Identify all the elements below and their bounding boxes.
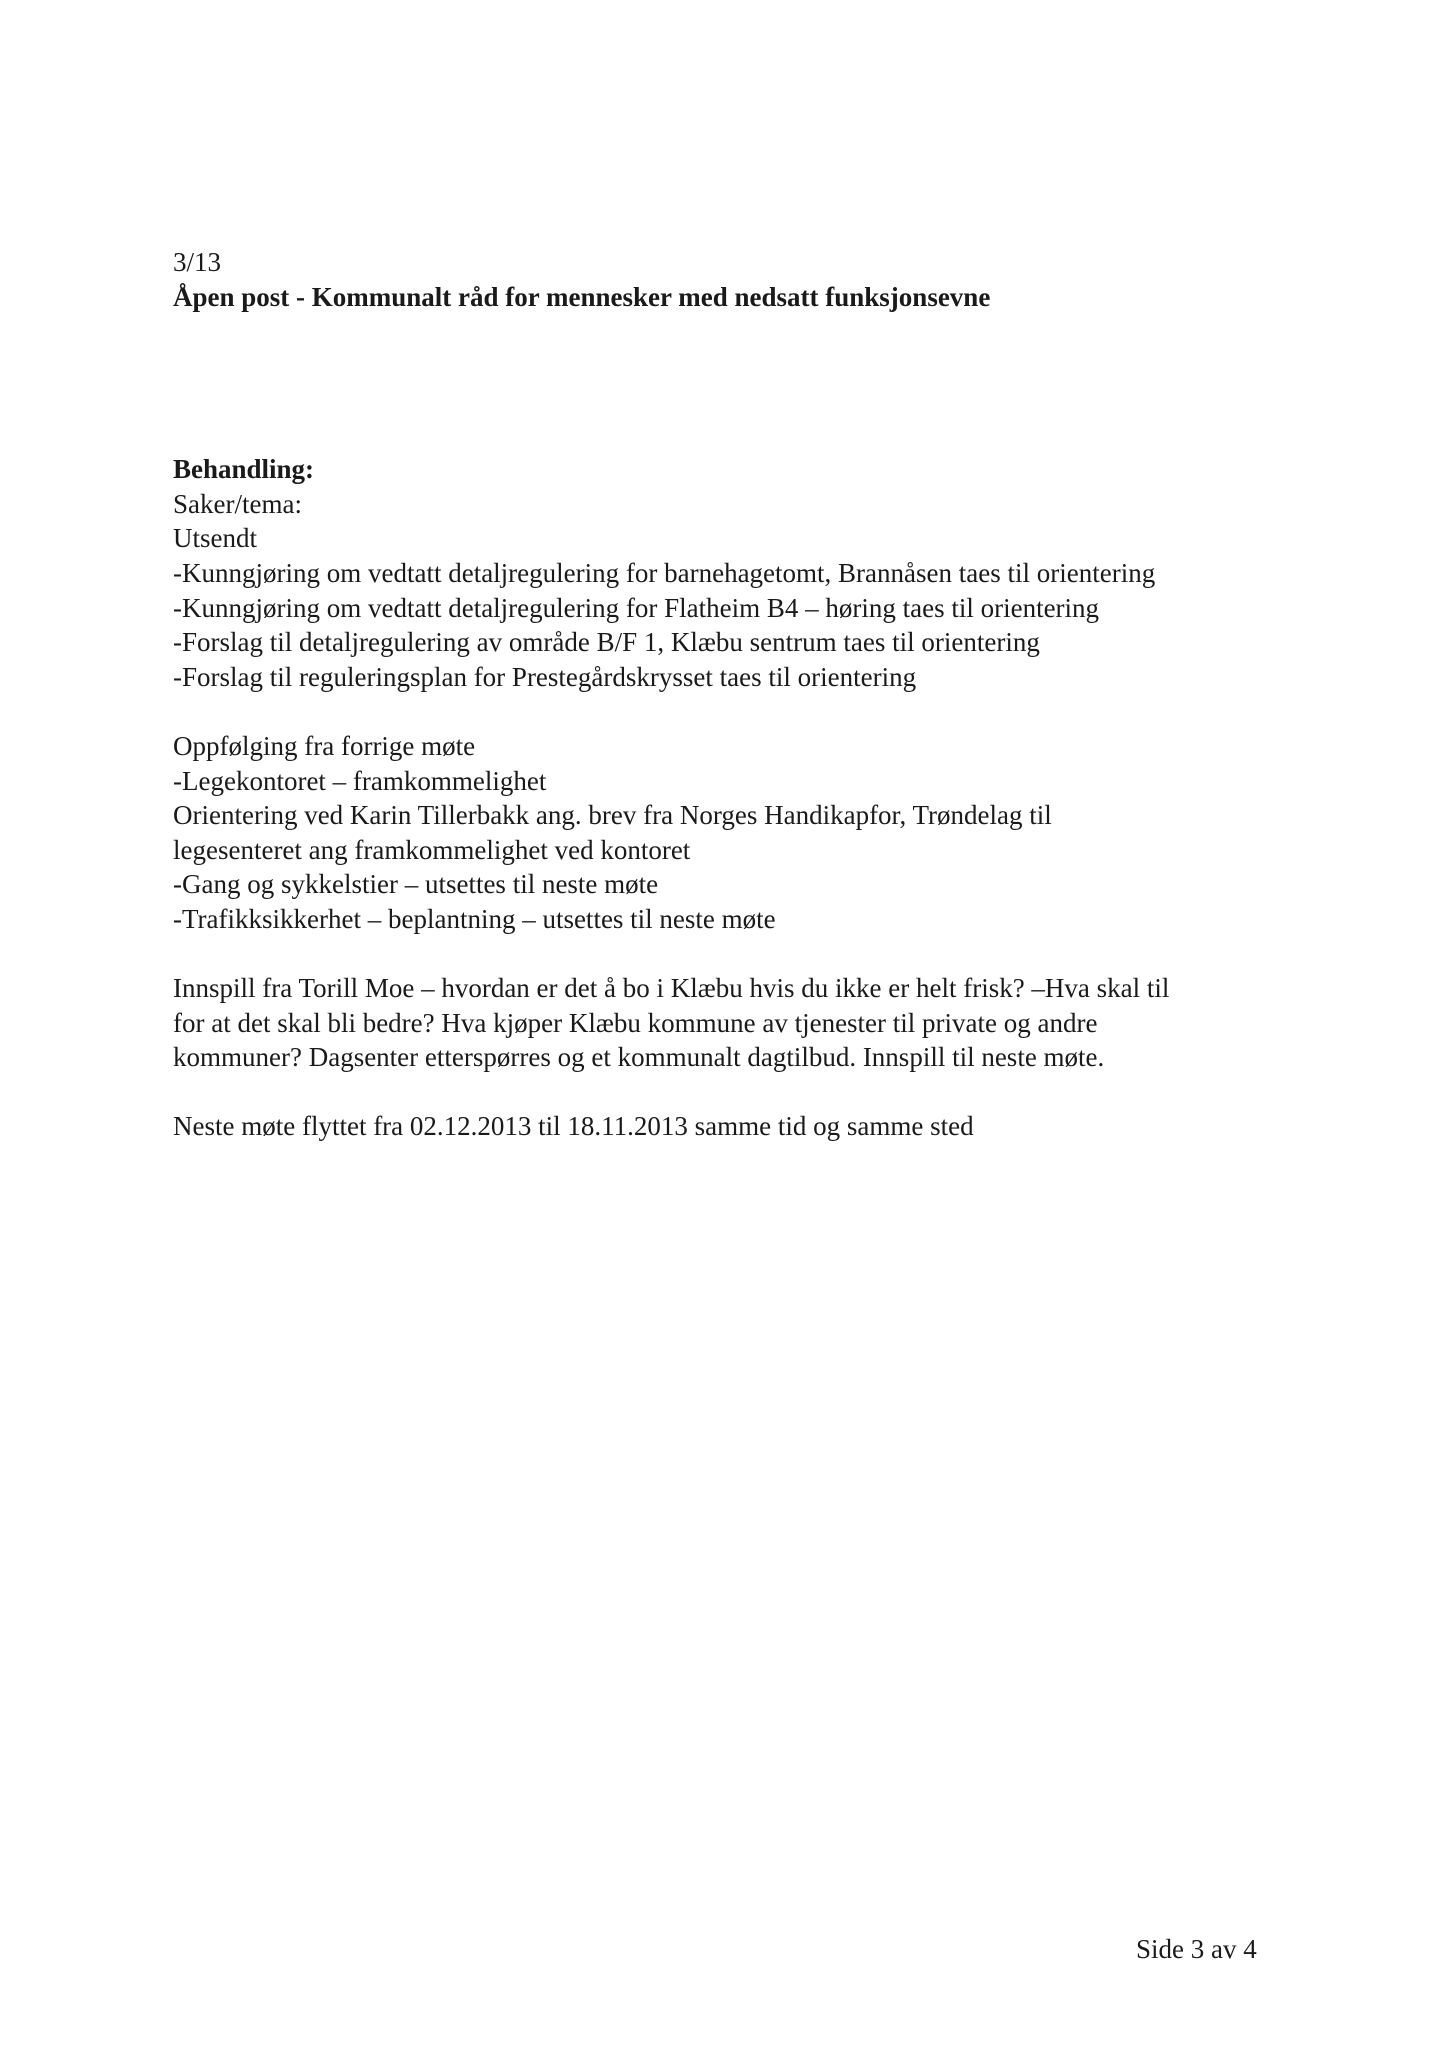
treatment-section — [173, 452, 1293, 694]
treatment-line: -Forslag til reguleringsplan for Prestegårdskrysset taes til orientering — [173, 661, 917, 692]
followup-section — [173, 729, 1293, 937]
paragraph-gap — [173, 694, 1293, 729]
followup-line: -Trafikksikkerhet – beplantning – utsettes til neste møte — [173, 903, 776, 934]
section-gap — [173, 314, 1293, 452]
treatment-line: Saker/tema: — [173, 488, 302, 519]
next-meeting-note: Neste møte flyttet fra 02.12.2013 til 18.11.2013 samme tid og samme sted — [173, 1111, 974, 1142]
input-section — [173, 971, 1293, 1075]
treatment-line: Utsendt — [173, 523, 257, 554]
input-line: kommuner? Dagsenter etterspørres og et kommunalt dagtilbud. Innspill til neste møte. — [173, 1042, 1105, 1073]
page-number: Side 3 av 4 — [1136, 1934, 1257, 1964]
followup-line: legesenteret ang framkommelighet ved kontoret — [173, 834, 691, 865]
followup-line: Orientering ved Karin Tillerbakk ang. brev fra Norges Handikapfor, Trøndelag til — [173, 800, 1052, 831]
case-title: Åpen post - Kommunalt råd for mennesker med nedsatt funksjonsevne — [173, 281, 991, 312]
input-line: for at det skal bli bedre? Hva kjøper Klæbu kommune av tjenester til private og andre — [173, 1007, 1098, 1038]
case-number: 3/13 — [173, 247, 222, 277]
treatment-line: -Kunngjøring om vedtatt detaljregulering for barnehagetomt, Brannåsen taes til orientering — [173, 557, 1156, 588]
treatment-line: -Kunngjøring om vedtatt detaljregulering for Flatheim B4 – høring taes til orientering — [173, 592, 1100, 623]
treatment-line: -Forslag til detaljregulering av område B/F 1, Klæbu sentrum taes til orientering — [173, 627, 1040, 658]
followup-line: Oppfølging fra forrige møte — [173, 730, 476, 761]
input-line: Innspill fra Torill Moe – hvordan er det å bo i Klæbu hvis du ikke er helt frisk? –Hva skal til — [173, 973, 1170, 1004]
followup-line: -Legekontoret – framkommelighet — [173, 765, 547, 796]
paragraph-gap — [173, 937, 1293, 972]
treatment-heading: Behandling: — [173, 454, 315, 485]
document-body — [173, 245, 1293, 1144]
paragraph-gap — [173, 1075, 1293, 1110]
followup-line: -Gang og sykkelstier – utsettes til neste møte — [173, 869, 659, 900]
